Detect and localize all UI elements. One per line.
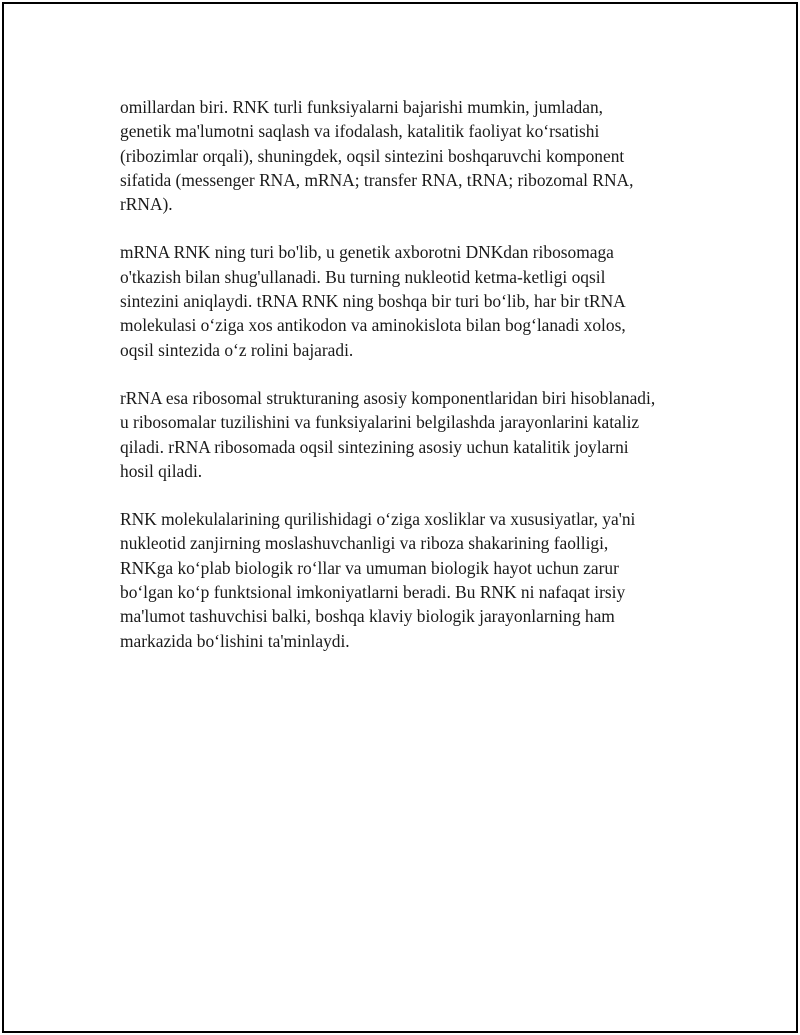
text-line: sintezini aniqlaydi. tRNA RNK ning boshqa bir turi bo‘lib, har bir tRNA (120, 291, 626, 312)
document-page (2, 2, 798, 1033)
text-line: ma'lumot tashuvchisi balki, boshqa klaviy biologik jarayonlarning ham (120, 606, 615, 627)
text-line: nukleotid zanjirning moslashuvchanligi va riboza shakarining faolligi, (120, 533, 609, 554)
text-line: hosil qiladi. (120, 460, 203, 481)
document-body (120, 95, 720, 677)
text-line: rRNA esa ribosomal strukturaning asosiy komponentlaridan biri hisoblanadi, (120, 387, 656, 408)
text-line: o'tkazish bilan shug'ullanadi. Bu turning nukleotid ketma-ketligi oqsil (120, 266, 606, 287)
text-line: u ribosomalar tuzilishini va funksiyalarini belgilashda jarayonlarini kataliz (120, 412, 640, 433)
text-line: markazida bo‘lishini ta'minlaydi. (120, 630, 350, 651)
text-line: sifatida (messenger RNA, mRNA; transfer RNA, tRNA; ribozomal RNA, (120, 169, 634, 190)
text-line: (ribozimlar orqali), shuningdek, oqsil sintezini boshqaruvchi komponent (120, 145, 625, 166)
text-line: qiladi. rRNA ribosomada oqsil sintezining asosiy uchun katalitik joylarni (120, 436, 629, 457)
paragraph-mrna-trna (120, 240, 720, 361)
text-line: rRNA). (120, 194, 173, 215)
text-line: RNKga ko‘plab biologik ro‘llar va umuman biologik hayot uchun zarur (120, 557, 619, 578)
paragraph-rnk-structure (120, 507, 720, 653)
text-line: mRNA RNK ning turi bo'lib, u genetik axborotni DNKdan ribosomaga (120, 242, 614, 263)
text-line: RNK molekulalarining qurilishidagi o‘ziga xosliklar va xususiyatlar, ya'ni (120, 509, 636, 530)
text-line: molekulasi o‘ziga xos antikodon va aminokislota bilan bog‘lanadi xolos, (120, 315, 626, 336)
paragraph-rrna (120, 386, 720, 483)
text-line: genetik ma'lumotni saqlash va ifodalash, katalitik faoliyat ko‘rsatishi (120, 121, 600, 142)
paragraph-rnk-functions (120, 95, 720, 216)
text-line: bo‘lgan ko‘p funktsional imkoniyatlarni beradi. Bu RNK ni nafaqat irsiy (120, 582, 626, 603)
text-line: oqsil sintezida o‘z rolini bajaradi. (120, 339, 354, 360)
text-line: omillardan biri. RNK turli funksiyalarni bajarishi mumkin, jumladan, (120, 97, 603, 117)
